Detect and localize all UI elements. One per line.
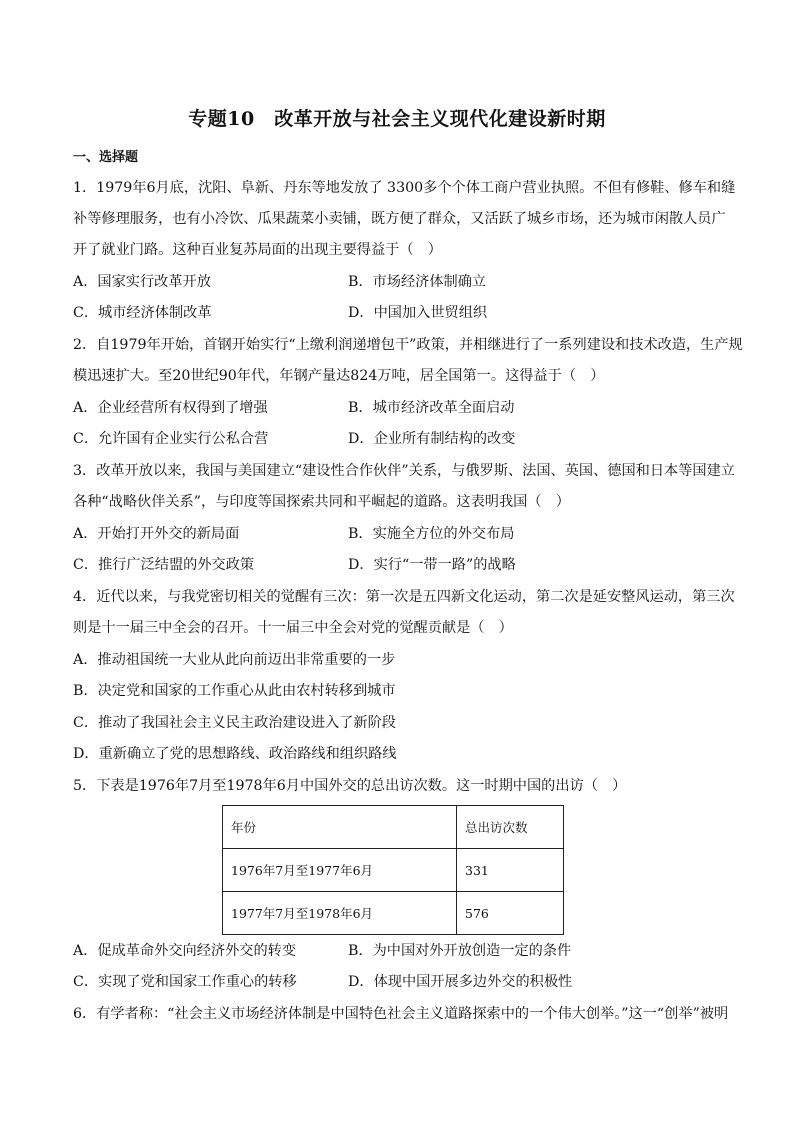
table-cell-period: 1977年7月至1978年6月 [223, 892, 457, 935]
q2-option-c: C．允许国有企业实行公私合营 [73, 431, 269, 447]
table-cell-count: 331 [457, 849, 564, 892]
q5-option-d: D．体现中国开展多边外交的积极性 [348, 974, 573, 990]
q6-line-1: 6．有学者称：“社会主义市场经济体制是中国特色社会主义道路探索中的一个伟大创举。”这一“创举”被明 [73, 1006, 729, 1022]
q2-line-2: 模迅速扩大。至20世纪90年代，年钢产量达824万吨，居全国第一。这得益于（ ） [73, 368, 605, 384]
q5-option-a: A．促成革命外交向经济外交的转变 [73, 943, 297, 959]
q1-option-a: A．国家实行改革开放 [73, 274, 211, 290]
q1-option-d: D．中国加入世贸组织 [348, 305, 488, 321]
q1-line-2: 补等修理服务，也有小冷饮、瓜果蔬菜小卖铺，既方便了群众，又活跃了城乡市场，还为城市闲散人员广 [73, 211, 726, 227]
table-header-visits: 总出访次数 [457, 806, 564, 849]
q2-line-1: 2．自1979年开始，首钢开始实行“上缴利润递增包干”政策，并相继进行了一系列建设和技术改造，生产规 [73, 337, 743, 353]
q5-option-c: C．实现了党和国家工作重心的转移 [73, 974, 297, 990]
q1-option-b: B．市场经济体制确立 [348, 274, 487, 290]
q3-option-a: A．开始打开外交的新局面 [73, 526, 240, 542]
table-cell-period: 1976年7月至1977年6月 [223, 849, 457, 892]
q2-option-b: B．城市经济改革全面启动 [348, 400, 515, 416]
q3-option-b: B．实施全方位的外交布局 [348, 526, 515, 542]
table-row [223, 849, 564, 892]
q1-option-c: C．城市经济体制改革 [73, 305, 212, 321]
q5-line-1: 5．下表是1976年7月至1978年6月中国外交的总出访次数。这一时期中国的出访（ ） [73, 778, 627, 794]
q2-option-a: A．企业经营所有权得到了增强 [73, 400, 268, 416]
q3-option-d: D．实行“一带一路”的战略 [348, 557, 516, 573]
page-title: 专题10 改革开放与社会主义现代化建设新时期 [188, 108, 606, 130]
q2-option-d: D．企业所有制结构的改变 [348, 431, 516, 447]
q3-option-c: C．推行广泛结盟的外交政策 [73, 557, 255, 573]
table-cell-count: 576 [457, 892, 564, 935]
q3-line-1: 3．改革开放以来，我国与美国建立“建设性合作伙伴”关系，与俄罗斯、法国、英国、德国和日本等国建立 [73, 463, 735, 479]
q4-option-d: D．重新确立了党的思想路线、政治路线和组织路线 [73, 746, 397, 762]
q4-line-2: 则是十一届三中全会的召开。十一届三中全会对党的觉醒贡献是（ ） [73, 620, 513, 636]
q5-option-b: B．为中国对外开放创造一定的条件 [348, 943, 572, 959]
q4-option-a: A．推动祖国统一大业从此向前迈出非常重要的一步 [73, 652, 396, 668]
table-row [223, 892, 564, 935]
q3-line-2: 各种“战略伙伴关系”，与印度等国探索共同和平崛起的道路。这表明我国（ ） [73, 494, 570, 510]
q4-option-c: C．推动了我国社会主义民主政治建设进入了新阶段 [73, 715, 396, 731]
section-heading: 一、选择题 [73, 150, 139, 165]
q1-line-3: 开了就业门路。这种百业复苏局面的出现主要得益于（ ） [73, 242, 442, 258]
q4-line-1: 4．近代以来，与我党密切相关的觉醒有三次：第一次是五四新文化运动，第二次是延安整风运动，第三次 [73, 589, 735, 605]
q5-data-table [222, 805, 564, 935]
q1-line-1: 1．1979年6月底，沈阳、阜新、丹东等地发放了 3300多个个体工商户营业执照。不但有修鞋、修车和缝 [73, 180, 736, 196]
q4-option-b: B．决定党和国家的工作重心从此由农村转移到城市 [73, 683, 396, 699]
table-header-year: 年份 [223, 806, 457, 849]
table-header-row [223, 806, 564, 849]
